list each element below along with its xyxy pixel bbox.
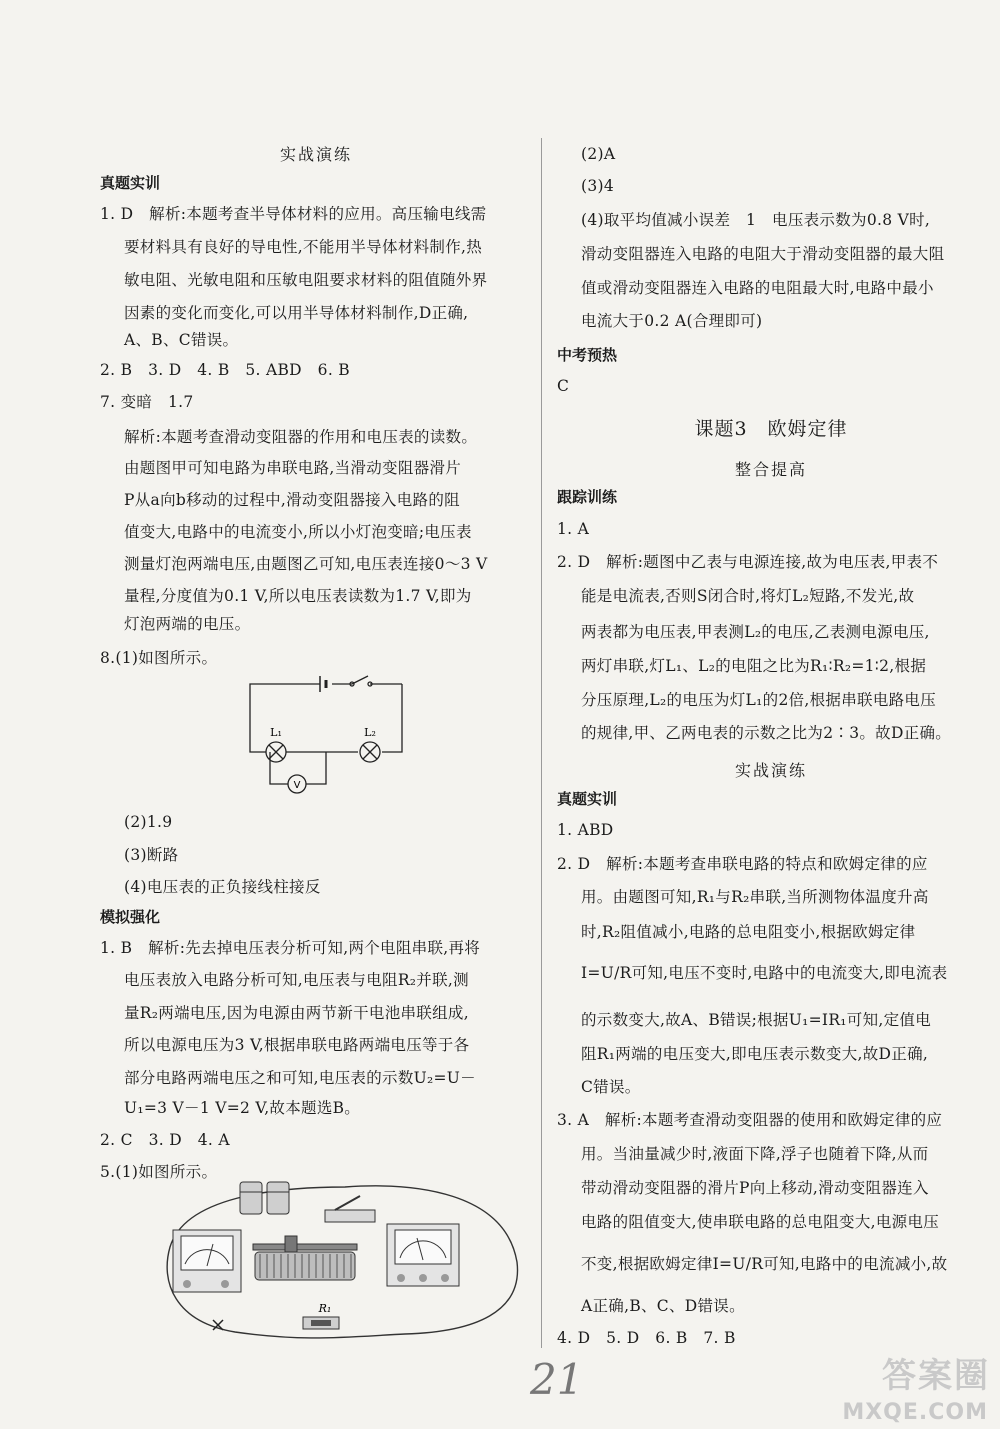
circuit-diagram bbox=[240, 672, 410, 802]
heading-zhenti-2: 真题实训 bbox=[557, 790, 618, 808]
answer-7: 7. 变暗 1.7 bbox=[100, 393, 194, 411]
q8-part2: (2)1.9 bbox=[124, 813, 173, 831]
q1-line: A、B、C错误。 bbox=[124, 331, 239, 349]
q1-line: 敏电阻、光敏电阻和压敏电阻要求材料的阻值随外界 bbox=[124, 271, 488, 289]
answer-r4-line: 值或滑动变阻器连入电路的电阻最大时,电路中最小 bbox=[581, 279, 934, 297]
z2-line: 时,R₂阻值减小,电路的总电阻变小,根据欧姆定律 bbox=[581, 923, 916, 941]
z3-line: 电路的阻值变大,使串联电路的总电阻变大,电源电压 bbox=[581, 1213, 940, 1231]
q7-analysis-line: P从a向b移动的过程中,滑动变阻器接入电路的阻 bbox=[124, 491, 460, 509]
lamp-l2 bbox=[360, 742, 380, 762]
g2-line: 分压原理,L₂的电压为灯L₁的2倍,根据串联电路电压 bbox=[581, 691, 937, 709]
g2-line: 能是电流表,否则S闭合时,将灯L₂短路,不发光,故 bbox=[581, 587, 915, 605]
m1-line: 部分电路两端电压之和可知,电压表的示数U₂=U－ bbox=[124, 1069, 476, 1087]
sliding-rheostat bbox=[253, 1236, 357, 1280]
lesson-title: 课题3 欧姆定律 bbox=[694, 418, 848, 440]
handwritten-page-number: 21 bbox=[530, 1355, 584, 1404]
z2-line: 用。由题图可知,R₁与R₂串联,当所测物体温度升高 bbox=[581, 888, 929, 906]
heading-zhongkao: 中考预热 bbox=[557, 346, 618, 364]
circuit-wire bbox=[250, 684, 320, 752]
z3-line: 用。当油量减少时,液面下降,浮子也随着下降,从而 bbox=[581, 1145, 929, 1163]
q8-part1: 8.(1)如图所示。 bbox=[100, 649, 218, 667]
ammeter bbox=[173, 1230, 241, 1292]
q7-analysis-line: 值变大,电路中的电流变小,所以小灯泡变暗;电压表 bbox=[124, 523, 472, 541]
answer-r4-line: (4)取平均值减小误差 1 电压表示数为0.8 V时, bbox=[581, 211, 931, 229]
apparatus-photo bbox=[155, 1172, 525, 1342]
answer-r3: (3)4 bbox=[581, 177, 615, 195]
column-divider bbox=[541, 138, 542, 1348]
answers-2-6: 2. B 3. D 4. B 5. ABD 6. B bbox=[100, 361, 350, 379]
heading-zhenti: 真题实训 bbox=[100, 174, 161, 192]
answer-r4-line: 滑动变阻器连入电路的电阻大于滑动变阻器的最大阻 bbox=[581, 245, 945, 263]
q8-part4: (4)电压表的正负接线柱接反 bbox=[124, 878, 321, 896]
heading-genzong: 跟踪训练 bbox=[557, 488, 618, 506]
g1: 1. A bbox=[557, 520, 590, 538]
z3-line: 3. A 解析:本题考查滑动变阻器的使用和欧姆定律的应 bbox=[557, 1111, 943, 1129]
answer-r2: (2)A bbox=[581, 145, 616, 163]
section-title-shizhan-2: 实战演练 bbox=[734, 761, 807, 780]
g2-line: 两表都为电压表,甲表测L₂的电压,乙表测电源电压, bbox=[581, 623, 930, 641]
answers-z4-7: 4. D 5. D 6. B 7. B bbox=[557, 1329, 736, 1347]
q1-line: 1. D 解析:本题考查半导体材料的应用。高压输电线需 bbox=[100, 205, 487, 223]
section-title-shizhan: 实战演练 bbox=[279, 145, 352, 164]
z1: 1. ABD bbox=[557, 821, 614, 839]
q7-analysis-line: 灯泡两端的电压。 bbox=[124, 615, 251, 633]
q1-line: 要材料具有良好的导电性,不能用半导体材料制作,热 bbox=[124, 238, 483, 256]
q7-analysis-line: 解析:本题考查滑动变阻器的作用和电压表的读数。 bbox=[124, 428, 478, 446]
m1-line: 电压表放入电路分析可知,电压表与电阻R₂并联,测 bbox=[124, 971, 469, 989]
voltmeter bbox=[387, 1224, 459, 1286]
battery-pack bbox=[240, 1182, 289, 1214]
z3-line: A正确,B、C、D错误。 bbox=[581, 1297, 745, 1315]
q7-analysis-line: 测量灯泡两端电压,由题图乙可知,电压表连接0～3 V bbox=[124, 555, 488, 573]
q7-analysis-line: 由题图甲可知电路为串联电路,当滑动变阻器滑片 bbox=[124, 459, 462, 477]
circuit-wire bbox=[382, 684, 402, 752]
z3-line: 带动滑动变阻器的滑片P向上移动,滑动变阻器连入 bbox=[581, 1179, 929, 1197]
m1-line: 1. B 解析:先去掉电压表分析可知,两个电阻串联,再将 bbox=[100, 939, 481, 957]
switch bbox=[325, 1196, 375, 1222]
z2-line: 阻R₁两端的电压变大,即电压表示数变大,故D正确, bbox=[581, 1045, 929, 1063]
answer-r4-line: 电流大于0.2 A(合理即可) bbox=[581, 312, 763, 330]
z2-line: C错误。 bbox=[581, 1078, 641, 1096]
m1-line: 所以电源电压为3 V,根据串联电路两端电压等于各 bbox=[124, 1036, 470, 1054]
zhongkao-answer: C bbox=[557, 377, 570, 395]
label-v: V bbox=[293, 780, 301, 791]
answers-m2-4: 2. C 3. D 4. A bbox=[100, 1131, 230, 1149]
label-l2: L₂ bbox=[364, 726, 376, 739]
q7-analysis-line: 量程,分度值为0.1 V,所以电压表读数为1.7 V,即为 bbox=[124, 587, 472, 605]
resistor-r1 bbox=[303, 1317, 339, 1329]
z3-line: 不变,根据欧姆定律I=U/R可知,电路中的电流减小,故 bbox=[581, 1255, 948, 1273]
z2-line: 2. D 解析:本题考查串联电路的特点和欧姆定律的应 bbox=[557, 855, 928, 873]
heading-moni: 模拟强化 bbox=[100, 908, 161, 926]
m1-line: 量R₂两端电压,因为电源由两节新干电池串联组成, bbox=[124, 1004, 469, 1022]
label-l1: L₁ bbox=[270, 726, 282, 739]
g2-line: 的规律,甲、乙两电表的示数之比为2∶3。故D正确。 bbox=[581, 724, 952, 742]
g2-line: 2. D 解析:题图中乙表与电源连接,故为电压表,甲表不 bbox=[557, 553, 939, 571]
lamp-l1 bbox=[266, 742, 286, 762]
q8-part3: (3)断路 bbox=[124, 846, 179, 864]
watermark-url: MXQE.COM bbox=[842, 1400, 988, 1425]
subtitle-zhenghe: 整合提高 bbox=[734, 460, 807, 479]
g2-line: 两灯串联,灯L₁、L₂的电阻之比为R₁∶R₂=1∶2,根据 bbox=[581, 657, 927, 675]
m5-part1: 5.(1)如图所示。 bbox=[100, 1163, 218, 1181]
label-r1: R₁ bbox=[318, 1302, 332, 1315]
z2-line: 的示数变大,故A、B错误;根据U₁=IR₁可知,定值电 bbox=[581, 1011, 932, 1029]
z2-line: I=U/R可知,电压不变时,电路中的电流变大,即电流表 bbox=[581, 964, 948, 982]
q1-line: 因素的变化而变化,可以用半导体材料制作,D正确, bbox=[124, 304, 469, 322]
watermark-logo: 答案圈 bbox=[882, 1356, 990, 1396]
m1-line: U₁=3 V－1 V=2 V,故本题选B。 bbox=[124, 1099, 361, 1117]
